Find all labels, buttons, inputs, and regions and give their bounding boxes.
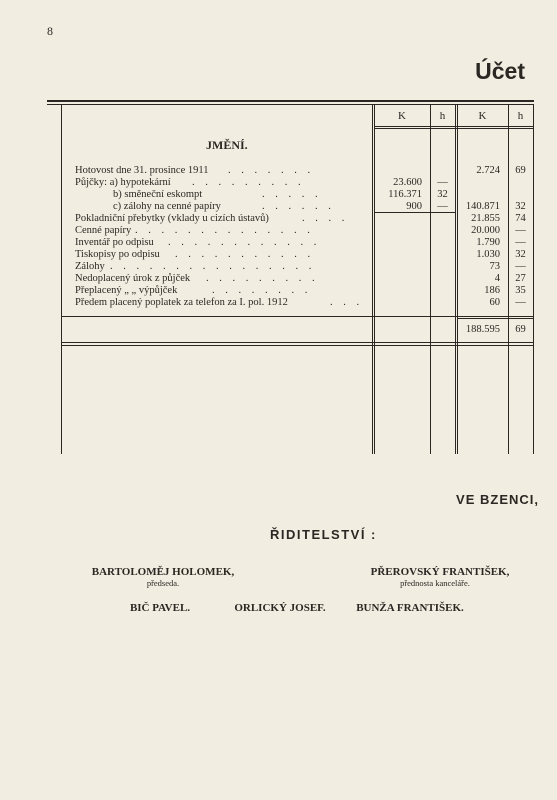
table-row [0,261,557,273]
row-label: Inventář po odpisu [75,237,154,248]
column-header-h: h [439,110,446,122]
leader-dots: . . . . . . . . [212,285,312,296]
leader-dots: . . . . . . [262,201,335,212]
cell-k2: 140.871 [465,201,500,212]
leader-dots: . . . . . . . . . [206,273,319,284]
cell-k2: 1.030 [476,249,500,260]
header-row-line [374,128,534,129]
cell-k1: 116.371 [388,189,422,200]
signature-chairman-role: předseda. [146,578,180,588]
cell-k2: 4 [494,273,500,284]
row-label: Přeplacený „ „ výpůjček [75,285,178,296]
signature-office-head: PŘEROVSKÝ FRANTIŠEK, [370,566,510,578]
header-row-line [374,126,534,127]
leader-dots: . . . . . . . . . . . . . . . . [110,261,316,272]
total-h: 69 [515,324,526,335]
cell-h2: 74 [515,213,526,224]
row-label: c) zálohy na cenné papíry [113,201,221,212]
cell-h2: — [515,261,526,272]
cell-k2: 2.724 [476,165,500,176]
section-title: JMĚNÍ. [206,138,248,152]
table-row [0,297,557,309]
cell-h2: 35 [515,285,526,296]
total-row [0,324,557,336]
column-header-k: K [398,110,406,122]
table-row [0,213,557,225]
row-label: b) směneční eskompt [113,189,203,200]
cell-h2: 27 [515,273,526,284]
place-line: VE BZENCI, [456,492,539,507]
signature-member: BUNŽA FRANTIŠEK. [356,602,464,614]
leader-dots: . . . [330,297,364,308]
header-rule-thin [47,104,534,105]
table-row [0,285,557,297]
cell-k2: 1.790 [476,237,500,248]
leader-dots: . . . . . . . [228,165,315,176]
total-line [61,316,534,317]
leader-dots: . . . . [302,213,349,224]
table-row [0,165,557,177]
row-label: Zálohy [75,261,105,272]
table-row [0,273,557,285]
cell-k2: 21.855 [471,213,500,224]
cell-k1: 23.600 [393,177,422,188]
cell-h2: 32 [515,201,526,212]
cell-k1: 900 [406,201,422,212]
closing-line [61,345,534,346]
cell-h2: — [515,225,526,236]
cell-k2: 73 [489,261,500,272]
cell-h1: 32 [437,189,448,200]
cell-h2: 69 [515,165,526,176]
cell-k2: 20.000 [471,225,500,236]
row-label: Hotovost dne 31. prosince 1911 [75,165,209,176]
cell-k2: 186 [484,285,500,296]
cell-h2: 32 [515,249,526,260]
cell-h2: — [515,297,526,308]
table-row [0,189,557,201]
row-label: Cenné papíry [75,225,132,236]
table-row [0,225,557,237]
leader-dots: . . . . . . . . . . . . . . [135,225,314,236]
cell-h2: — [515,237,526,248]
column-header-h: h [517,110,524,122]
cell-h1: — [437,177,448,188]
column-header-k: K [478,110,487,122]
signature-member: BIČ PAVEL. [129,602,191,614]
leader-dots: . . . . . [262,189,322,200]
header-rule-thick [47,100,534,102]
table-row [0,201,557,213]
table-row [0,177,557,189]
leader-dots: . . . . . . . . . . . [175,249,315,260]
row-label: Předem placený poplatek za telefon za I. pol. 1912 [75,297,288,308]
page-title: Účet [475,58,525,84]
row-label: Pokladniční přebytky (vklady u cizích ústavů) [75,213,269,224]
leader-dots: . . . . . . . . . [192,177,305,188]
total-line [457,318,534,319]
row-label: Tiskopisy po odpisu [75,249,160,260]
closing-line [61,342,534,343]
total-k: 188.595 [465,324,500,335]
row-label: Nedoplacený úrok z půjček [75,273,191,284]
table-row [0,237,557,249]
signature-office-head-role: přednosta kanceláře. [400,578,470,588]
row-label: Půjčky: a) hypotekární [75,177,171,188]
signature-member: ORLICKÝ JOSEF. [234,602,326,614]
cell-h1: — [437,201,448,212]
page-number: 8 [47,24,53,38]
leader-dots: . . . . . . . . . . . . [168,237,321,248]
cell-k2: 60 [489,297,500,308]
signature-chairman: BARTOLOMĚJ HOLOMEK, [91,566,235,578]
table-row [0,249,557,261]
board-title: ŘIDITELSTVÍ : [270,527,377,542]
